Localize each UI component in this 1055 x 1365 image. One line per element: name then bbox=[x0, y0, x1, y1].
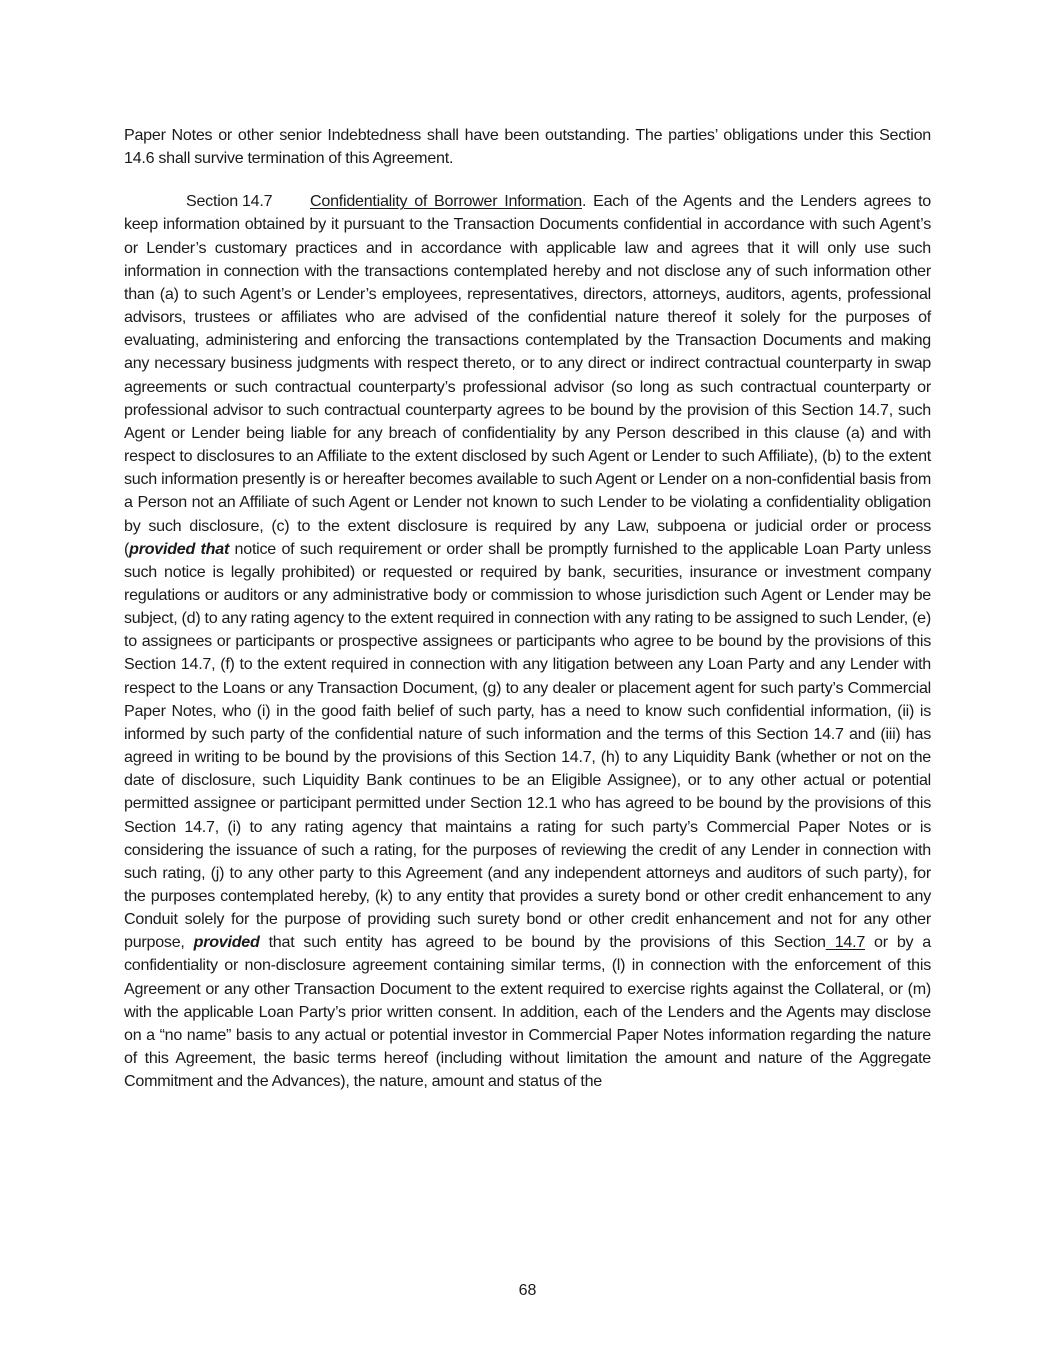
page-number: 68 bbox=[518, 1282, 537, 1299]
section-reference-underlined: 14.7 bbox=[825, 933, 866, 952]
section-14-7-paragraph bbox=[124, 190, 931, 1093]
document-page bbox=[124, 124, 931, 1093]
section-text-part-1: Each of the Agents and the Lenders agrees to keep information obtained by it pursuant to the Transaction Documents confidential in accordance with such Agent’s or Lender’s customary practices and in accordance with applicable law and agrees that it will only use such information in connection with the transactions contemplated hereby and not disclose any of such information other than (a) to such Agent’s or Lender’s employees, representatives, directors, attorneys, auditors, agents, professional advisors, trustees or affiliates who are advised of the confidential nature thereof it solely for the purposes of evaluating, administering and enforcing the transactions contemplated by the Transaction Documents and making any necessary business judgments with respect thereto, or to any direct or indirect contractual counterparty in swap agreements or such contractual counterparty’s professional advisor (so long as such contractual counterparty or professional advisor to such contractual counterparty agrees to be bound by the provision of this Section 14.7, such Agent or Lender being liable for any breach of confidentiality by any Person described in this clause (a) and with respect to disclosures to an Affiliate to the extent disclosed by such Agent or Lender to such Affiliate), (b) to the extent such information presently is or hereafter becomes available to such Agent or Lender on a non-confidential basis from a Person not an Affiliate of such Agent or Lender not known to such Lender to be violating a confidentiality obligation by such disclosure, (c) to the extent disclosure is required by any Law, subpoena or judicial order or process ( bbox=[124, 192, 931, 558]
section-heading-end: . bbox=[582, 192, 594, 211]
carryover-paragraph: Paper Notes or other senior Indebtedness shall have been outstanding. The parties’ obligations under this Section 14.6 shall survive termination of this Agreement. bbox=[124, 126, 931, 168]
section-number: Section 14.7 bbox=[186, 192, 273, 211]
emphasis-provided-that: provided that bbox=[129, 539, 230, 558]
section-heading: Confidentiality of Borrower Information bbox=[310, 192, 582, 211]
section-text-part-4: or by a confidentiality or non-disclosure agreement containing similar terms, (l) in connection with the enforcement of this Agreement or any other Transaction Document to the extent required to exercise rights against the Collateral, or (m) with the applicable Loan Party’s prior written consent. In addition, each of the Lenders and the Agents may disclose on a “no name” basis to any actual or potential investor in Commercial Paper Notes information regarding the nature of this Agreement, the basic terms hereof (including without limitation the amount and nature of the Aggregate Commitment and the Advances), the nature, amount and status of the bbox=[124, 933, 931, 1091]
emphasis-provided: provided bbox=[193, 933, 260, 952]
section-text-part-3: that such entity has agreed to be bound by the provisions of this Section bbox=[259, 933, 826, 952]
section-text-part-2: notice of such requirement or order shall be promptly furnished to the applicable Loan Party unless such notice is legally prohibited) or requested or required by bank, securities, insurance or investment company regulations or auditors or any administrative body or commission to whose jurisdiction such Agent or Lender may be subject, (d) to any rating agency to the extent required in connection with any rating to be assigned to such Lender, (e) to assignees or participants or prospective assignees or participants who agree to be bound by the provisions of this Section 14.7, (f) to the extent required in connection with any litigation between any Loan Party and any Lender with respect to the Loans or any Transaction Document, (g) to any dealer or placement agent for such party’s Commercial Paper Notes, who (i) in the good faith belief of such party, has a need to know such confidential information, (ii) is informed by such party of the confidential nature of such information and the terms of this Section 14.7 and (iii) has agreed in writing to be bound by the provisions of this Section 14.7, (h) to any Liquidity Bank (whether or not on the date of disclosure, such Liquidity Bank continues to be an Eligible Assignee), or to any other actual or potential permitted assignee or participant permitted under Section 12.1 who has agreed to be bound by the provisions of this Section 14.7, (i) to any rating agency that maintains a rating for such party’s Commercial Paper Notes or is considering the issuance of such a rating, for the purposes of reviewing the credit of any Lender in connection with such rating, (j) to any other party to this Agreement (and any independent attorneys and auditors of such party), for the purposes contemplated hereby, (k) to any entity that provides a surety bond or other credit enhancement to any Conduit solely for the purpose of providing such surety bond or other credit enhancement and not for any other purpose, bbox=[124, 539, 931, 952]
